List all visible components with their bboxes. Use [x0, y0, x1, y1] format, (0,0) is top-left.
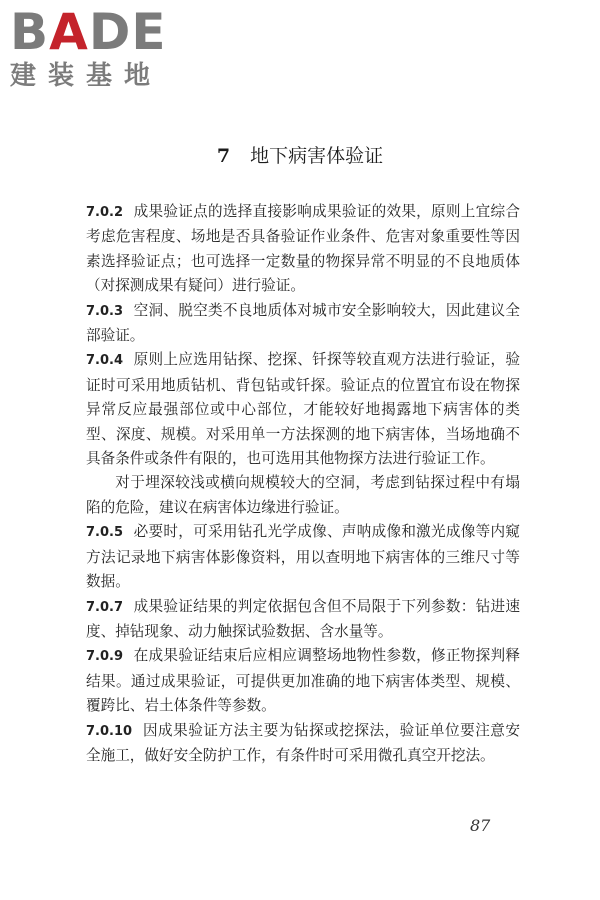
clause-text: 在成果验证结束后应相应调整场地物性参数，修正物探判释结果。通过成果验证，可提供更加准确的地下病害体类型、规模、覆跨比、岩土体条件等参数。: [86, 647, 520, 715]
clause-number: 7.0.5: [86, 525, 124, 541]
clause-number: 7.0.2: [86, 205, 124, 220]
clause-number: 7.0.10: [86, 723, 133, 739]
clause-7-0-7: [86, 595, 520, 645]
clause-number: 7.0.3: [86, 303, 124, 319]
clause-number: 7.0.7: [86, 599, 124, 615]
clause-text: 对于埋深较浅或横向规模较大的空洞，考虑到钻探过程中有塌陷的危险，建议在病害体边缘进行验证。: [86, 474, 520, 516]
document-body: [86, 200, 520, 768]
clause-text: 成果验证点的选择直接影响成果验证的效果，原则上宜综合考虑危害程度、场地是否具备验证作业条件、危害对象重要性等因素选择验证点；也可选择一定数量的物探异常不明显的不良地质体（对探测成果有疑问）进行验证。: [86, 203, 520, 295]
logo-word-part: B: [10, 3, 50, 61]
clause-7-0-9: [86, 644, 520, 718]
clause-7-0-5: [86, 520, 520, 594]
clause-text: 因成果验证方法主要为钻探或挖探法，验证单位要注意安全施工，做好安全防护工作，有条件时可采用微孔真空开挖法。: [86, 721, 520, 764]
logo-word-accent: A: [49, 3, 89, 61]
page-number: 87: [470, 816, 491, 835]
clause-number: 7.0.9: [86, 649, 124, 665]
chapter-number: 7: [216, 145, 231, 167]
clause-text: 空洞、脱空类不良地质体对城市安全影响较大，因此建议全部验证。: [86, 301, 520, 345]
clause-7-0-2: [86, 200, 520, 299]
clause-text: 原则上应选用钻探、挖探、钎探等较直观方法进行验证，验证时可采用地质钻机、背包钻或钎探。验证点的位置宜布设在物探异常反应最强部位或中心部位，才能较好地揭露地下病害体的类型、深度、规模。对采用单一方法探测的地下病害体，当场地确不具备条件或条件有限的，也可选用其他物探方法进行验证工作。: [86, 351, 520, 468]
chapter-title-text: 地下病害体验证: [250, 145, 384, 167]
clause-7-0-10: [86, 719, 520, 769]
clause-7-0-3: [86, 299, 520, 349]
clause-number: 7.0.4: [86, 353, 124, 369]
clause-text: 必要时，可采用钻孔光学成像、声呐成像和激光成像等内窥方法记录地下病害体影像资料，用以查明地下病害体的三维尺寸等数据。: [86, 523, 520, 591]
logo-word-part: DE: [88, 3, 167, 61]
logo-wordmark: [10, 3, 185, 61]
chapter-title: [0, 143, 600, 169]
clause-7-0-4: [86, 348, 520, 471]
bade-logo: [10, 3, 185, 91]
logo-subtitle: 建装基地: [10, 61, 163, 91]
clause-text: 成果验证结果的判定依据包含但不局限于下列参数：钻进速度、掉钻现象、动力触探试验数据、含水量等。: [86, 597, 520, 640]
clause-7-0-4-continued: [86, 471, 520, 520]
